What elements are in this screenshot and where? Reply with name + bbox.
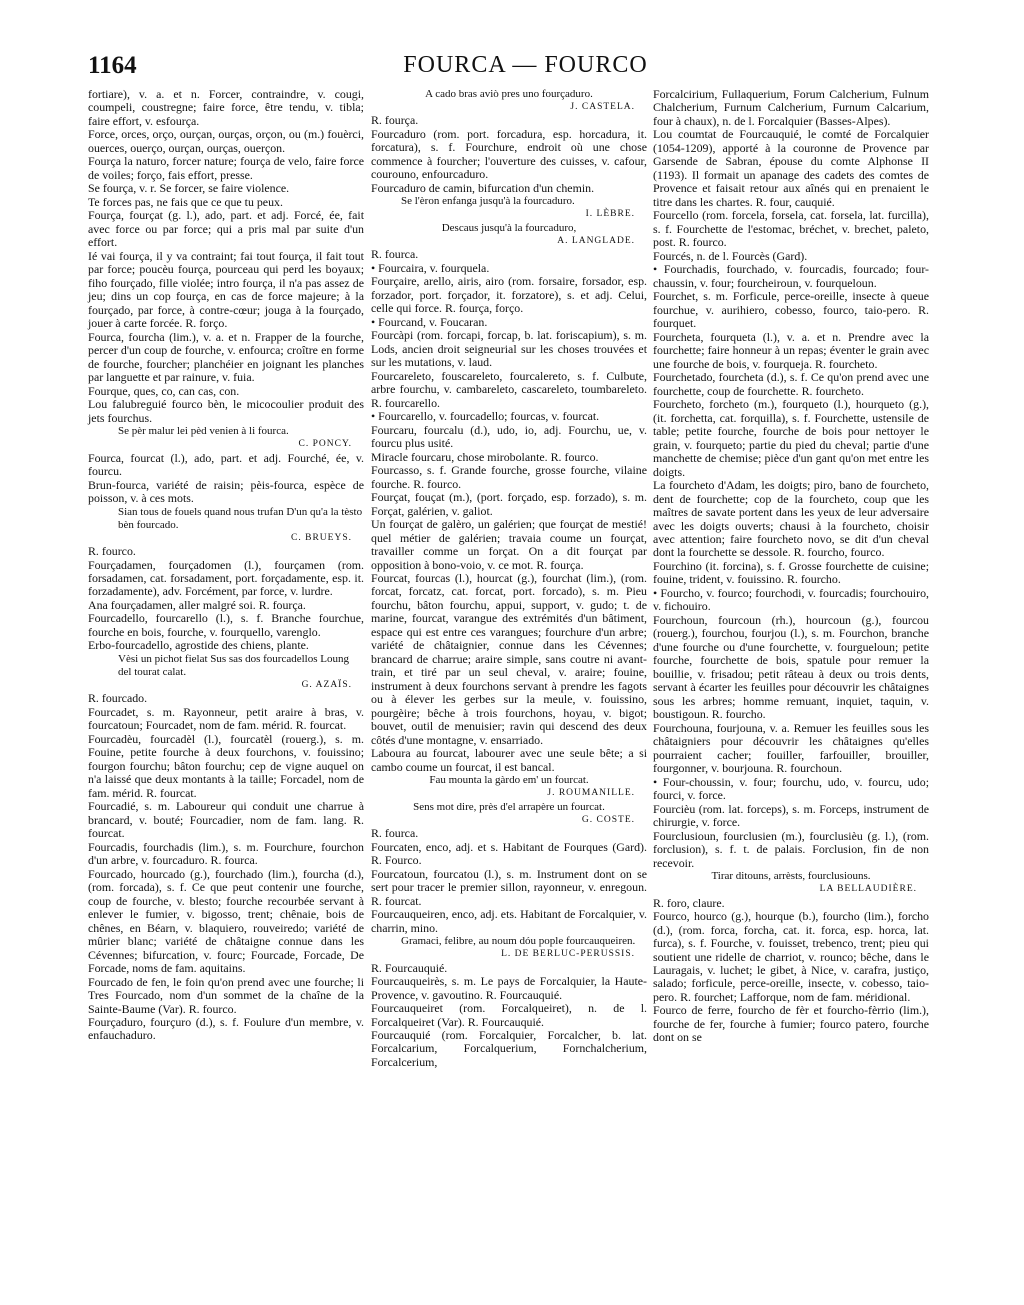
dictionary-entry: Fourchoun, fourcoun (rh.), hourcoun (g.), fourcou (rouerg.), fourchou, fourjou (l.), s. m. Fourchon, branche d'une fourche ou d'une fourchette, v. fourgueloun; petite fourche, fourchette de bois, spatule pour remuer la bouillie, v. frisadou; petit râteau à deux ou trois dents, servant à écarter les feuilles pour découvrir les châtaignes sous les arbres; homme remuant, inquiet, taquin, v. boustigoun. R. fourcho. [653,612,929,722]
dictionary-entry: Fourca, fourcha (lim.), v. a. et n. Frapper de la fourche, percer d'un coup de fourche, v. enfourca; croître en forme de fourche, fourcher; planchéier en joignant les planches par languette et par rainure, v. fuia. [88,329,364,385]
dictionary-entry: Te forces pas, ne fais que ce que tu peux. [88,194,283,209]
quotation: Fau mounta la gàrdo em' un fourcat. [429,774,589,787]
dictionary-entry: Fourcaduro de camin, bifurcation d'un chemin. [371,180,595,195]
dictionary-entry: Fourcadié, s. m. Laboureur qui conduit une charrue à brancard, v. bouté; Fourcadier, nom de fam. lang. R. fourcat. [88,799,364,841]
quote-attribution: A. LANGLADE. [557,235,635,246]
dictionary-entry: Fourcauquié (rom. Forcalquier, Forcalcher, b. lat. Forcalcarium, Forcalquerium, Fornchalcherium, Forcalcerium, [371,1028,647,1069]
dictionary-entry: Laboura au fourcat, labourer avec une seule bête; a si cambo coume un fourcat, il est bancal. [371,746,647,774]
dictionary-entry: • Fourcand, v. Foucaran. [371,314,488,329]
dictionary-entry: Fourçadamen, fourçadomen (l.), fourçamen (rom. forsadamen, cat. forsadament, port. forçadamente, esp. it. forzadamente), adv. Forcément, par force, v. lurdre. [88,557,364,599]
quote-attribution: L. DE BERLUC-PERUSSIS. [501,949,635,960]
quote-attribution: C. PONCY. [298,439,352,450]
dictionary-entry: Fourçaire, arello, airis, airo (rom. forsaire, forsador, esp. forzador, port. forçador, it. forzatore), s. et adj. Celui, celle qui force. R. fourça, forço. [371,274,647,316]
dictionary-entry: Un fourçat de galèro, un galérien; que fourçat de mestié! quel métier de galérien; travaia coume un fourçat, travailler comme un forçat. On a dit fourçat par opposition à bono-voio, v. ce mot. R. fourça. [371,517,647,572]
dictionary-entry: Fourcadet, s. m. Rayonneur, petit araire à bras, v. fourcatoun; Fourcadet, nom de fam. mérid. R. fourcat. [88,704,364,733]
quotation: Tirar ditouns, arrèsts, fourclusiouns. [711,870,871,883]
dictionary-entry: Fourcello (rom. forcela, forsela, cat. forsela, lat. furcilla), s. f. Fourchette de l'estomac, bréchet, v. brechet, paleto, post. R. fourco. [653,208,929,250]
dictionary-entry: Brun-fourca, variété de raisin; pèis-fourca, espèce de poisson, v. à ces mots. [88,477,364,506]
dictionary-entry: Fourchouna, fourjouna, v. a. Remuer les feuilles sous les châtaigniers pour découvrir les châtaignes qu'elles pourraient cacher; fouiller, farfouiller, brouiller, fourgonner, v. bourjouna. R. fourchoun. [653,720,929,776]
dictionary-entry: Fourça, fourçat (g. l.), ado, part. et adj. Forcé, ée, fait avec force ou par force; qui a pris mal par suite d'un effort. [88,208,364,250]
quotation: Descaus jusqu'à la fourcaduro, [441,221,577,234]
dictionary-entry: Fourcaduro (rom. port. forcadura, esp. horcadura, it. forcatura), s. f. Fourchure, endroit où une chose commence à fourcher; l'ouverture des cuisses, v. cafour, courouno, enfourcaduro. [371,126,647,182]
dictionary-entry: • Fourcho, v. fourco; fourchodi, v. fourcadis; fourchouiro, v. fichouiro. [653,585,929,614]
quotation: Se pèr malur lei pèd venien à li fourca. [118,425,289,438]
dictionary-entry: R. foro, claure. [653,895,725,910]
dictionary-entry: Lou coumtat de Fourcauquié, le comté de Forcalquier (1054-1209), apporté à la couronne de Provence par Garsende de Sabran, épouse du comte Alphonse II (1193). Il formait un apanage des cadets des comtes de Provence et faisait retour aux aînés qui en prenaient le titre dans les chartes. R. four, cauquié. [653,127,929,209]
quote-attribution: G. AZAÏS. [301,679,352,690]
dictionary-entry: Forcalcirium, Fullaquerium, Forum Calcherium, Fulnum Chalcherium, Furnum Calcherium, Furnum Calcarium, four à chaux), n. de l. Forcalquier (Basses-Alpes). [653,87,929,128]
quotation: Se l'èron enfanga jusqu'à la fourcaduro. [401,195,575,208]
dictionary-entry: Erbo-fourcadello, agrostide des chiens, plante. [88,638,309,653]
dictionary-entry: Fourco de ferre, fourcho de fèr et fourcho-fèrrio (lim.), fourche de fer, fourche à fumier; fourco patero, fourche dont on se [653,1003,929,1045]
dictionary-entry: Fourcauqueirès, s. m. Le pays de Forcalquier, la Haute-Provence, v. gavoutino. R. Fourcauquié. [371,974,647,1002]
dictionary-entry: Fourcaru, fourcalu (d.), udo, io, adj. Fourchu, ue, v. fourcu plus usité. [371,422,647,451]
quotation: Sens mot dire, près d'el arrapère un fourcat. [413,800,605,813]
dictionary-entry: Ana fourçadamen, aller malgré soi. R. fourça. [88,597,306,612]
dictionary-entry: Fourchet, s. m. Forficule, perce-oreille, insecte à queue fourchue, v. aurihiero, cobesso, fourco, taio-pero. R. fourquet. [653,289,929,331]
page-number: 1164 [88,52,137,79]
quotation: A cado bras aviò pres uno fourçaduro. [425,88,593,100]
dictionary-entry: • Four-choussin, v. four; fourchu, udo, v. fourcu, udo; fourci, v. force. [653,774,929,803]
dictionary-entry: Fourchino (it. forcina), s. f. Grosse fourchette de cuisine; fouine, trident, v. fouissino. R. fourcho. [653,558,929,587]
dictionary-entry: Ié vai fourça, il y va contraint; fai tout fourça, il fait tout par force; poucèu fourça, pourceau qui perd les boyaux; fiho fourçado, fille violée; intro fourça, il n'a pas assez de jeu; dins un cop fourça, en cas de force majeure; à la fourçado, par force, à contre-cœur; jouga à la fourçado, jouer à carte forcée. R. forço. [88,248,364,331]
quote-attribution: I. LÈBRE. [585,209,635,220]
dictionary-entry: Fourcheta, fourqueta (l.), v. a. et n. Prendre avec la fourchette; faire honneur à un repas; éventer le grain avec une fourche de bois, v. fourqueja. R. fourcheto. [653,329,929,371]
dictionary-entry: R. fourça. [371,113,419,128]
dictionary-entry: R. Fourcauquié. [371,960,448,975]
dictionary-entry: fortiare), v. a. et n. Forcer, contraindre, v. cougi, coumpeli, coustregne; faire force, être tendu, v. tibla; faire effort, v. esfourça. [88,87,364,128]
dictionary-entry: Fourcàpi (rom. forcapi, forcap, b. lat. foriscapium), s. m. Lods, ancien droit seigneurial sur les choses trouvées et sur les mutations, v. laud. [371,328,647,370]
quote-attribution: C. BRUEYS. [291,532,352,543]
dictionary-entry: Fourcés, n. de l. Fourcès (Gard). [653,248,808,263]
dictionary-entry: Fourcadello, fourcarello (l.), s. f. Branche fourchue, fourche en bois, fourche, v. fourquello, varenglo. [88,611,364,639]
quotation: Gramaci, felibre, au noum dóu pople fourcauqueiren. [401,935,636,948]
dictionary-entry: Fourco, hourco (g.), hourque (b.), fourcho (lim.), forcho (d.), (rom. forca, forcha, cat. it. forca, esp. horca, lat. furca), s. f. Fourche, v. fouisset, trebenco, trent; pieu qui soutient une ridelle de charriot, v. rounco; bêche, dans le Lauragais, v. luchet; le gibet, à Nice, v. carafra, justiço, salado; forficule, perce-oreille, insecte, v. cobesso, taio-pero. R. fourchet; Lafforque, nom de fam. méridional. [653,909,929,1004]
quote-attribution: LA BELLAUDIÈRE. [819,884,917,895]
dictionary-entry: Force, orces, orço, ourçan, ourças, orçon, ou (m.) fouèrci, ouerces, ouerço, ourçan, ourças, ouerçon. [88,127,364,155]
page-header [88,52,963,84]
dictionary-entry: Fourque, ques, co, can cas, con. [88,383,240,398]
dictionary-entry: Fourcasso, s. f. Grande fourche, grosse fourche, vilaine fourche. R. fourco. [371,463,647,491]
page-title: FOURCA — FOURCO [403,52,648,78]
quotation: Sian tous de fouels quand nous trufan D'un qu'a la tèsto bèn fourcado. [118,505,363,531]
column-middle [371,88,647,1069]
dictionary-entry: Lou falubreguié fourco bèn, le micocoulier produit des jets fourchus. [88,397,364,425]
dictionary-entry: Fourcaten, enco, adj. et s. Habitant de Fourques (Gard). R. Fourco. [371,839,647,868]
dictionary-entry: Fourcareleto, fouscareleto, fourcalereto, s. f. Culbute, arbre fourchu, v. cambareleto, cascareleto, toumbareleto. R. fourcarello. [371,368,647,410]
column-left [88,88,364,1043]
dictionary-entry: Fourcheto, forcheto (m.), fourqueto (l.), hourqueto (g.), (it. forchetta, cat. forquilla), s. f. Fourchette, ustensile de table; petite fourche, fourche de bois pour nettoyer le grain, v. fourqueto; partie du pied du cheval; partie d'une manchette de chemise; pièce d'un gant qu'on met entre les doigts. [653,397,929,479]
dictionary-entry: Fourca, fourcat (l.), ado, part. et adj. Fourché, ée, v. fourcu. [88,450,364,479]
column-right [653,88,929,1045]
dictionary-entry: Se fourça, v. r. Se forcer, se faire violence. [88,181,290,196]
dictionary-entry: Fourchetado, fourcheta (d.), s. f. Ce qu'on prend avec une fourchette, coup de fourchette. R. fourcheto. [653,370,929,398]
dictionary-entry: Fourcado, hourcado (g.), fourchado (lim.), fourcha (d.), (rom. forcada), s. f. Ce que peut contenir une fourche, coup de fourche, v. blesto; fourche recourbée servant à enlever le fumier, v. bigosso, trent; chênaie, bois de chênes, en Béarn, v. blaquiero, rouveiredo; variété de mûrier blanc; variété de châtaigne connue dans les Cévennes; bifurcation, v. fourc; Fourcade, Forcade, De Forcade, noms de fam. aquitains. [88,866,364,976]
dictionary-entry: Fourcièu (rom. lat. forceps), s. m. Forceps, instrument de chirurgie, v. force. [653,801,929,830]
quote-attribution: J. ROUMANILLE. [547,788,635,799]
dictionary-entry: Fourclusioun, fourclusien (m.), fourclusièu (g. l.), (rom. forclusion), s. f. t. de palais. Forclusion, fin de non recevoir. [653,828,929,870]
dictionary-entry: Miracle fourcaru, chose mirobolante. R. fourco. [371,449,599,464]
dictionary-entry: R. fourca. [371,826,419,841]
quote-attribution: G. COSTE. [581,814,635,825]
dictionary-entry: Fourcat, fourcas (l.), hourcat (g.), fourchat (lim.), (rom. forcat, forcatz, cat. forcat, port. forcado), s. m. Pieu fourchu, bâton fourchu, appui, support, v. gudo; t. de marine, fourcat, varangue des extrémités d'un bâtiment, espace qui est entre ces varangues; fourchure d'un arbre; variété de châtaignier, connue dans les Cévennes; brancard de charrue; araire simple, sans coutre ni avant-train, et tiré par un seul cheval, v. araire; fouine, instrument à deux fourchons servant à prendre les fagots ou à élever les gerbes sur la meule, v. fouissino, pourgèire; bêche à trois fourchons, hoyau, v. bigot; bouvet, outil de menuisier; ravin qui descend des deux côtés d'une montagne, v. ensarriado. [371,570,647,747]
dictionary-entry: Fourçaduro, fourçuro (d.), s. f. Foulure d'un membre, v. enfauchaduro. [88,1015,364,1043]
dictionary-entry: Fourçat, fouçat (m.), (port. forçado, esp. forzado), s. m. Forçat, galérien, v. galiot. [371,490,647,518]
dictionary-entry: Fourcadis, fourchadis (lim.), s. m. Fourchure, fourchon d'un arbre, v. fourcaduro. R. fourca. [88,839,364,868]
dictionary-entry: • Fourcaira, v. fourquela. [371,260,490,275]
quote-attribution: J. CASTELA. [570,102,635,112]
dictionary-entry: R. fourca. [371,247,419,262]
dictionary-entry: Fourcauqueiret (rom. Forcalqueiret), n. de l. Forcalqueiret (Var). R. Fourcauquié. [371,1001,647,1029]
dictionary-entry: Fourça la naturo, forcer nature; fourça de velo, faire force de voiles; forço, fais effort, presse. [88,154,364,182]
dictionary-entry: Fourcatoun, fourcatou (l.), s. m. Instrument dont on se sert pour tracer le premier sillon, rayonneur, v. enregoun. R. fourcat. [371,866,647,908]
dictionary-entry: La fourcheto d'Adam, les doigts; piro, bano de fourcheto, dent de fourchette; cop de la fourcheto, coup que les maîtres de savate portent dans les yeux de leur adversaire avec les doigts ouverts; chausi à la fourcheto, choisir avec attention; faire fourcheto novo, se dit d'un cheval dont la fourchette se dessole. R. fourcho, fourco. [653,478,929,560]
dictionary-entry: Fourcauqueiren, enco, adj. ets. Habitant de Forcalquier, v. charrin, mino. [371,907,647,935]
dictionary-entry: • Fourcarello, v. fourcadello; fourcas, v. fourcat. [371,409,600,424]
dictionary-entry: Fourcado de fen, le foin qu'on prend avec une fourche; li Tres Fourcado, nom d'un sommet de la chaîne de la Sainte-Baume (Var). R. fourco. [88,974,364,1016]
quotation: Vèsi un pichot fielat Sus sas dos fourcadellos Loung del tourat calat. [118,652,349,678]
dictionary-entry: • Fourchadis, fourchado, v. fourcadis, fourcado; four-chaussin, v. four; fourcheiroun, v. fourqueloun. [653,262,929,290]
dictionary-entry: R. fourcado. [88,691,148,706]
dictionary-entry: Fourcadèu, fourcadèl (l.), fourcatèl (rouerg.), s. m. Fouine, petite fourche à deux fourchons, v. fouissino; fourgon fourchu; bâton fourchu; cep de vigne auquel on n'a laissé que deux montants à la taille; Forcadel, nom de fam. mérid. R. fourcat. [88,731,364,800]
dictionary-entry: R. fourco. [88,544,136,559]
